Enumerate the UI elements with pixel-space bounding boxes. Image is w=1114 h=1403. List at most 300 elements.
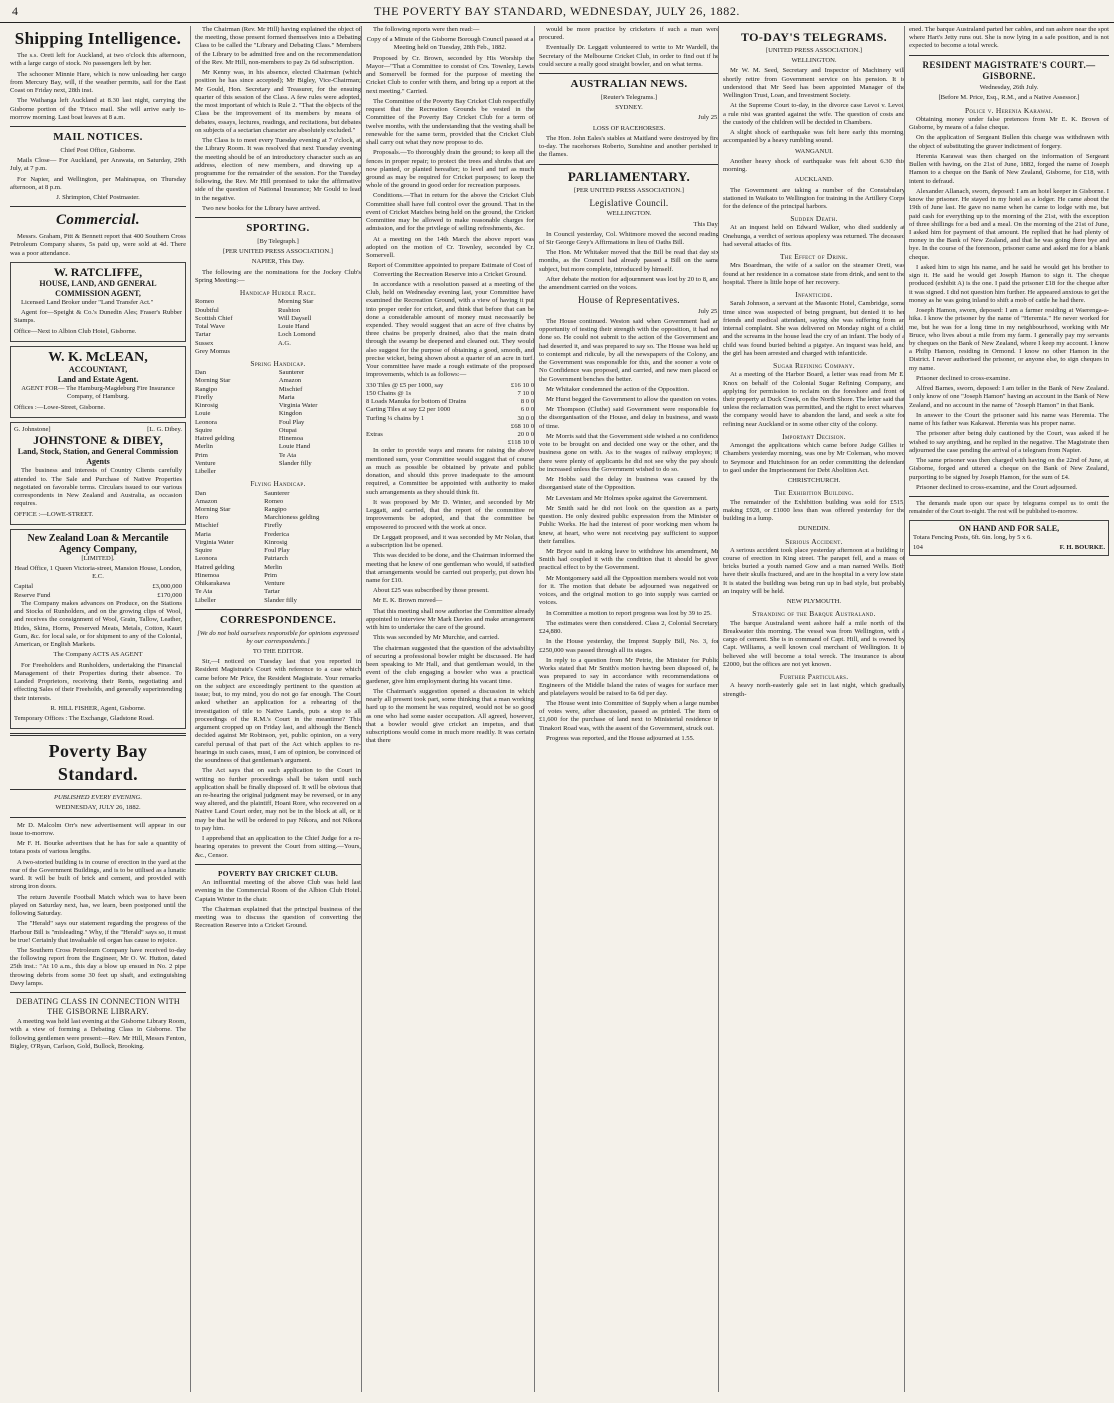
court-para-9: In answer to the Court the prisoner said his name was Heremia. The name of his father was Kakawai. Herenia was his proper name. xyxy=(909,411,1109,428)
flying-handicap-heading: Flying Handicap. xyxy=(250,479,306,489)
table-cell: Dan xyxy=(195,489,206,497)
table-cell: Mischief xyxy=(195,522,219,530)
committee-report-heading: Report of Committee appointed to prepare Estimate of Cost of Converting the Recreation Reserve into a Cricket Ground. xyxy=(367,262,533,278)
cricket-report-para-10: The Chairman's suggestion opened a discussion in which nearly all present took part, some thinking that a man working hard up to the moment he was required, would not be so good as one who had some easier occupation. All agreed, however, that a bowler would give cricket an impetus, and that subscriptions would come in much more readily. It was certain that there xyxy=(366,687,534,745)
sale-number: 104 xyxy=(913,544,923,552)
divider xyxy=(195,609,361,610)
hr-para-8: Mr Smith said he did not look on the question as a party question. He only desired public expression from the Minister of Public Works. He had the interest of poor working men whom he knew, at heart, who were not receiving pay sufficient to support their families. xyxy=(539,504,719,545)
table-cell: Louie Hand xyxy=(278,443,311,451)
sugar-refining-heading: Sugar Refining Company. xyxy=(773,361,855,371)
masthead xyxy=(0,0,1114,23)
court-para-6: Joseph Hamon, sworn, deposed: I am a farmer residing at Waerenga-a-hika. I know the prisoner by the name of "Heremia." He never worked for me, but he was for a long time in my neighbourhood, working with Mr Bruce, who lives about a mile from my farm. I generally pay my servants by cheques on the Bank of New Zealand, where I keep my account. I know a Philip Hamon, residing in Ormond. I know no other Hamon in the District. I never authorised the prisoner, or anyone else, to sign cheques in my name. xyxy=(909,307,1109,372)
shipping-para-3: The Waihanga left Auckland at 8.30 last night, carrying the Gisborne portion of the 'Frisco mail. She will arrive early to-morrow morning. Last boat leaves at 8 a.m. xyxy=(10,97,186,121)
hr-para-6: Mr Hobbs said the delay in business was caused by the disorganised state of the Opposition. xyxy=(539,476,719,492)
shipping-heading: Shipping Intelligence. xyxy=(14,29,182,48)
advert-head-office: Head Office, 1 Queen Victoria-street, Mansion House, London, E.C. xyxy=(14,565,182,581)
lc-para-2: The Hon. Mr Whitaker moved that the Bill be read that day six months, as the Council had already passed a Bill on the same subject, but more complete, introduced by himself. xyxy=(539,249,719,273)
advert-line: The business and interests of Country Clients carefully attended to. The Sale and Purchase of Native Properties negotiated on favorable terms. Circulars issued to our various correspondents in New Zealand and Australia, as occasion requires. xyxy=(14,467,182,508)
partner-left: G. Johnstone] xyxy=(14,425,51,433)
table-cell: Merlin xyxy=(264,563,283,571)
table-cell: Grey Momus xyxy=(195,347,230,355)
commercial-heading: Commercial. xyxy=(56,212,140,229)
debating-cont-1: The Chairman (Rev. Mr Hill) having explained the object of the meeting, those present formed themselves into a Debating Class to be called the "Library and Debating Class." Members of the Library to be admitted free and on the recommendation of the Rev. Mr Hill, non-members to pay 2s 6d subscription. xyxy=(195,26,361,66)
advert-line: Agent for—Speight & Co.'s Dunedin Ales; Fraser's Rubber Stamps. xyxy=(14,309,182,325)
wellington-para-1: Mr W. M. Seed, Secretary and Inspector of Machinery will shortly retire from Government service on his pension. It is understood that Mr Seed has been appointed Manager of the Wellington Trust, Loan, and Investment Society. xyxy=(723,67,905,100)
table-row xyxy=(195,547,361,555)
advert-line: HOUSE, LAND, AND GENERAL COMMISSION AGENT, xyxy=(39,278,157,298)
advert-ratcliffe xyxy=(10,262,186,342)
hr-para-11: In Committee a motion to report progress was lost by 39 to 25. xyxy=(546,609,712,617)
court-para-11: The same prisoner was then charged with having on the 22nd of June, at Gisborne, forged and uttered a cheque on the Bank of New Zealand, purporting to be signed by Joseph Hamon, for the sum of £4. xyxy=(909,457,1109,481)
table-cell: Venture xyxy=(195,459,216,467)
divider xyxy=(10,817,186,818)
table-cell: Kinrosig xyxy=(264,538,288,546)
correspondence-note: [We do not hold ourselves responsible for opinions expressed by our correspondents.] xyxy=(197,629,359,645)
table-cell: Mischief xyxy=(278,385,303,393)
table-row xyxy=(195,506,361,514)
advert-line: Offices :—Lowe-Street, Gisborne. xyxy=(14,403,106,411)
table-cell: Will Daysell xyxy=(278,314,312,322)
shipping-para-2: The schooner Minnie Hare, which is now unloading her cargo from Mercury Bay, will, if the weather permits, sail for the East Coast on Friday next, 28th inst. xyxy=(10,70,186,95)
hr-para-10: Mr Montgomery said all the Opposition members would not vote for it. The motion that debate be adjourned was negatived on voices, and the original motion to go into supply was carried on voices. xyxy=(539,574,719,607)
wellington-para-3: A slight shock of earthquake was felt here early this morning, accompanied by a heavy rumbling sound. xyxy=(723,129,905,145)
cricket-report-para-9: The chairman suggested that the question of the advisability of securing a professional bowler might be discussed. He had been speaking to Mr Hall, and that gentleman would, in the event of the club engaging a bowler who was a practical gardener, give him employment during his vacant time. xyxy=(366,644,534,685)
further-particulars-heading: Further Particulars. xyxy=(779,672,849,682)
table-row xyxy=(195,394,361,402)
debating-heading: DEBATING CLASS IN CONNECTION WITH THE GISBORNE LIBRARY. xyxy=(16,997,180,1017)
hr-para-14: In reply to a question from Mr Petrie, the Minister for Public Works stated that Mr Smith's motion having been disposed of, he was prepared to say in accordance with recommendations of Engineers of the Middle Island the rates of wages for surface men and platelayers would be raised to 6s 6d per day. xyxy=(539,656,719,697)
important-decision-heading: Important Decision. xyxy=(782,431,846,441)
napier-para: The following are the nominations for the Jockey Club's Spring Meeting:— xyxy=(195,268,361,284)
shipping-para-1: The s.s. Oreti left for Auckland, at two o'clock this afternoon, with a large cargo of stock. No passengers left by her. xyxy=(10,52,186,68)
issue-date: WEDNESDAY, JULY 26, 1882. xyxy=(55,804,141,812)
table-cell: Te Ata xyxy=(195,588,213,596)
advert-name: W. RATCLIFFE, xyxy=(53,264,143,279)
court-para-1: Obtaining money under false pretences from Mr E. K. Brown of Gisborne, by means of a false cheque. xyxy=(909,115,1109,132)
hr-para-4: Mr Thompson (Cluthe) said Government were responsible for the disorganisation of the House, and delay in business, and waste of time. xyxy=(539,406,719,430)
cricket-cont-2: Eventually Dr. Leggatt volunteered to write to Mr Wardell, the Secretary of the Melbourne Cricket Club, in order to find out if he could secure a really good straight bowler, and on what terms. xyxy=(539,44,719,68)
handicap-hurdle-heading: Handicap Hurdle Race. xyxy=(239,288,317,298)
cricket-report-para-2: It was proposed by Mr D. Winter, and seconded by Mr Leggatt, and carried, that the report of the committee re improvements be adopted, and that the committee be empowered to proceed with the work at once. xyxy=(366,498,534,531)
important-decision-para: Amongst the applications which came before Judge Gillies in Chambers yesterday morning, was one by Mr Coleman, who moved to Seymour and Hutchinson for an order committing the defendant to gaol under the Imprisonment for Debt Abolition Act. xyxy=(723,442,905,474)
table-cell xyxy=(278,348,361,356)
table-cell: Sussex xyxy=(195,339,214,347)
table-cell: 150 Chains @ 1s xyxy=(366,389,412,397)
minute-para-5: At a meeting on the 14th March the above report was adopted on the motion of Cr. Townley, seconded by Cr. Somervell. xyxy=(366,235,534,260)
table-row xyxy=(366,390,534,398)
divider xyxy=(909,55,1109,56)
table-cell: Saunterer xyxy=(264,489,290,497)
table-cell: Merlin xyxy=(195,443,213,451)
table-cell: Total Wave xyxy=(195,323,225,331)
capital-value: £3,000,000 xyxy=(152,583,182,591)
table-cell xyxy=(279,468,361,476)
table-row xyxy=(195,331,361,339)
table-cell: Tartar xyxy=(195,331,211,339)
table-row xyxy=(195,315,361,323)
serious-accident-heading: Serious Accident. xyxy=(785,536,843,546)
flying-handicap-table xyxy=(195,490,361,605)
table-cell: Hinemoa xyxy=(278,435,304,443)
sporting-heading: SPORTING. xyxy=(246,222,310,235)
court-para-10: The prisoner after being duly cautioned by the Court, was asked if he wished to say anything, and he replied in the negative. The Magistrate then adjourned the case pending the arrival of a telegram from Napier. xyxy=(909,430,1109,454)
loss-of-racehorses-para: The Hon. John Eales's stables at Maitland were destroyed by fire to-day. The racehorses Roberto, Sunshine and another perished in the flames. xyxy=(539,134,719,159)
exhibition-building-heading: The Exhibition Building. xyxy=(773,488,855,498)
table-row xyxy=(195,298,361,306)
advert-line: Licensed Land Broker under "Land Transfer Act." xyxy=(21,298,154,306)
new-plymouth-para: The barque Australand went ashore half a mile north of the Breakwater this morning. The vessel was from Wellington, with a cargo of cement. She is in command of Capt. Hill, and is owned by Capt. Williams, a well known coal merchant of Wellington. It is believed she will become a total wreck. The insurance is about £2000, but the offices are not yet known. xyxy=(723,619,905,668)
table-row xyxy=(195,452,361,460)
spring-handicap-heading: Spring Handicap. xyxy=(250,358,306,368)
table-cell: Scottish Chief xyxy=(195,314,233,322)
table-cell: Loch Lomond xyxy=(278,331,316,339)
table-cell: Rangipo xyxy=(195,385,218,393)
table-cell xyxy=(366,439,499,447)
dunedin-dateline: DUNEDIN. xyxy=(798,525,830,533)
correspondence-heading: CORRESPONDENCE. xyxy=(219,613,337,626)
hr-para-5: Mr Morris said that the Government side wished a no confidence vote to be brought on and decided one way or the other, and the business gone on with. As to the wages of railway employes; if there were plenty of applicants he did not see why the pay should be increased unless the Government wished to do so. xyxy=(539,432,719,473)
mail-notices-heading: MAIL NOTICES. xyxy=(53,131,143,144)
table-cell: Marchioness gelding xyxy=(264,514,320,522)
table-cell: Hatred gelding xyxy=(195,563,235,571)
table-cell: A.G. xyxy=(278,339,291,347)
advert-signature: R. HILL FISHER, Agent, Gisborne. xyxy=(50,704,146,712)
table-row xyxy=(195,435,361,443)
sudden-death-heading: Sudden Death. xyxy=(790,214,838,224)
paper-title: Poverty Bay Standard. xyxy=(48,741,148,784)
table-cell: Maria xyxy=(195,530,211,538)
table-cell: Doubtful xyxy=(195,306,219,314)
table-cell: Firefly xyxy=(195,393,213,401)
column-3 xyxy=(361,26,534,1392)
effect-of-drink-heading: The Effect of Drink. xyxy=(779,252,849,262)
court-para-5: I asked him to sign his name, and he said he would get his brother to sign it. He said he would get Joseph Hamon to sign it. The cheque produced (exhibit A) is the one. I paid the prisoner £18 for the cheque after it was signed. I did not question him further. He appeared anxious to get the money as he was going inland to shift a mob of cattle he had there. xyxy=(909,263,1109,304)
correspondence-para-2: The Act says that on such application to the Court in writing no further proceedings shall be taken until such application shall be finally disposed of. It will be obvious that an re-hearing the original judgment may be reversed, or in any way altered, and the plaintiff, Hoani Rore, who recovered on a Native Land Court order, may not be in the block at all, or it may be that he will be ordered to pay Nikora, and not Nikora to pay him. xyxy=(195,767,361,832)
lc-day: This Day. xyxy=(693,220,719,228)
sale-footer xyxy=(913,544,1105,552)
table-cell: Morning Star xyxy=(195,505,231,513)
table-row xyxy=(366,398,534,406)
table-cell: Firefly xyxy=(264,522,283,530)
hr-para-7: Mr Levestam and Mr Holmes spoke against the Government. xyxy=(546,494,708,502)
legislative-council-heading: Legislative Council. xyxy=(589,198,669,209)
advert-totara-posts xyxy=(909,520,1109,556)
hr-para-16: Progress was reported, and the House adjourned at 1.55. xyxy=(546,734,695,742)
cricket-para-2: The Chairman explained that the principal business of the meeting was to discuss the question of converting the Recreation Reserve into a Cricket Ground. xyxy=(195,905,361,930)
mail-para-1: Mails Close— For Auckland, per Arawata, on Saturday, 29th July, at 7 p.m. xyxy=(10,157,186,173)
table-row xyxy=(195,498,361,506)
advert-line: OFFICE :—LOWE-STREET. xyxy=(14,510,94,518)
sydney-dateline: SYDNEY. xyxy=(615,104,643,112)
table-cell: Virginia Water xyxy=(195,538,234,546)
lc-place: WELLINGTON. xyxy=(606,210,652,218)
advert-limited: [LIMITED]. xyxy=(81,554,115,562)
by-telegraph: [By Telegraph.] xyxy=(257,237,299,245)
advert-johnstone-dibey xyxy=(10,422,186,525)
local-para-1: Mr D. Malcolm Orr's new advertisement will appear in our issue to-morrow. xyxy=(10,821,186,837)
hr-date: July 25. xyxy=(698,307,719,315)
local-para-4: The return Juvenile Football Match which was to have been played on Saturday next, has, we learn, been postponed until the following Saturday. xyxy=(10,893,186,918)
sudden-death-para: At an inquest held on Edward Walker, who died suddenly at Onehunga, a verdict of serious apoplexy was returned. The deceased had several attacks of fits. xyxy=(723,224,905,248)
table-row xyxy=(366,382,534,390)
wellington-dateline: WELLINGTON. xyxy=(791,57,837,65)
lc-para-1: In Council yesterday, Col. Whitmore moved the second reading of Sir George Grey's Affirmations in lieu of Oaths Bill. xyxy=(539,230,719,246)
cricket-report-para-3: Dr Leggatt proposed, and it was seconded by Mr Nolan, that a subscription list be opened. xyxy=(366,533,534,550)
capital-label: Capital xyxy=(14,583,34,591)
table-cell: 20 0 0 xyxy=(517,431,534,439)
table-row xyxy=(195,307,361,315)
christchurch-para: The remainder of the Exhibition building was sold for £515, making £928, or £1000 less than was offered yesterday for the building in a lump. xyxy=(723,498,905,523)
table-cell: 30 0 0 xyxy=(517,414,534,422)
table-cell: Amazon xyxy=(278,377,302,385)
napier-dateline: NAPIER, This Day. xyxy=(251,258,305,266)
table-row xyxy=(195,564,361,572)
table-row xyxy=(195,555,361,563)
hr-para-9: Mr Bryce said in asking leave to withdraw his amendment, Mr Smith had coupled it with the condition that it should be given practical effect to by the Government. xyxy=(539,547,719,572)
table-cell: Foul Play xyxy=(264,547,290,555)
table-row xyxy=(195,386,361,394)
table-row xyxy=(195,443,361,451)
advert-line: Land, Stock, Station, and General Commission Agents xyxy=(17,447,179,467)
court-para-12: Prisoner declined to cross-examine, and the Court adjourned. xyxy=(916,483,1078,491)
table-cell: Virginia Water xyxy=(278,402,318,410)
dunedin-para: A serious accident took place yesterday afternoon at a building in course of erection in King street. The parapet fell, and a mass of bricks buried a youth named Gow and a man named Wells. Both have their skulls fractured, and are in the hospital in a very low state. It is stated the building was being run up in bad style, but probably an inquiry will be held. xyxy=(723,546,905,595)
sugar-refining-para: At a meeting of the Harbor Board, a letter was read from Mr E. Knox on behalf of the Colonial Sugar Refining Company, and applying for permission to reclaim on the foreshore and front of their property at Duck Creek, on the North Shore. The letter said that unless the reclamation was permitted, and the right to erect wharves, the company would have to abandon the land, and seek a site for refining near Auckland or in some other city of the colony. xyxy=(723,371,905,428)
minute-para-1: Proposed by Cr. Brown, seconded by His Worship the Mayor—"That a Committee to consist of Crs. Townley, Lewis and Somervell be formed for the purpose of meeting the Cricket Club to confer with them, and bring up a report at the next meeting." Carried. xyxy=(366,54,534,95)
table-cell: Extras xyxy=(366,431,383,439)
divider xyxy=(10,206,186,207)
local-para-3: A two-storied building is in course of erection in the yard at the rear of the Government Buildings, and is to be utilised as a lunatic ward. It will be built of brick and cement, and provided with strong iron doors. xyxy=(10,858,186,891)
advert-name: W. K. McLEAN, xyxy=(48,349,148,365)
table-row xyxy=(195,490,361,498)
advert-line: ACCOUNTANT, xyxy=(68,365,128,375)
cricket-report-para-5: About £25 was subscribed by those present. xyxy=(373,587,489,595)
reports-intro: The following reports were then read:— xyxy=(373,26,480,33)
debating-para: A meeting was held last evening at the Gisborne Library Room, with a view of forming a Debating Class in Gisborne. The following gentlemen were present:—Rev. Mr Hill, Messrs Fenton, Bigley, O'Ryan, Carlson, Gold, Bullock, Brooking. xyxy=(10,1018,186,1050)
divider xyxy=(10,733,186,736)
reserve-label: Reserve Fund xyxy=(14,591,51,599)
court-para-7: Prisoner declined to cross-examine. xyxy=(916,374,1011,382)
table-cell: Foul Play xyxy=(278,418,305,426)
table-cell: Otupai xyxy=(278,426,297,434)
divider xyxy=(10,789,186,790)
spring-handicap-table xyxy=(195,369,361,476)
wellington-para-2: At the Supreme Court to-day, in the divorce case Levoi v. Levoi, a rule nisi was granted against the wife. The question of costs and the custody of the children will be decided in Chambers. xyxy=(723,102,905,126)
table-row xyxy=(195,348,361,356)
mail-office: Chief Post Office, Gisborne. xyxy=(60,146,136,154)
press-association: [PER UNITED PRESS ASSOCIATION.] xyxy=(223,248,333,256)
hr-para-2: Mr Whitaker condemned the action of the Opposition. xyxy=(546,385,690,393)
table-row xyxy=(195,580,361,588)
table-row xyxy=(366,431,534,439)
rm-court-heading: RESIDENT MAGISTRATE'S COURT.—GISBORNE. xyxy=(922,59,1096,81)
table-cell: Slander filly xyxy=(264,596,297,604)
table-cell: Hinemoa xyxy=(195,571,220,579)
table-row xyxy=(366,406,534,414)
press-association: [PER UNITED PRESS ASSOCIATION.] xyxy=(574,186,684,194)
cricket-cont-1: would be more practice by cricketers if such a man were procured. xyxy=(539,26,719,42)
table-cell: Libeller xyxy=(195,468,216,476)
column-2 xyxy=(190,26,361,1392)
table-cell: Leonora xyxy=(195,555,217,563)
table-row xyxy=(195,531,361,539)
advert-line: AGENT FOR— The Hamburg-Magdeburg Fire Insurance Company, of Hamburg. xyxy=(21,385,175,401)
new-plymouth-dateline: NEW PLYMOUTH. xyxy=(786,598,842,606)
infanticide-heading: Infanticide. xyxy=(795,290,833,300)
parliamentary-heading: PARLIAMENTARY. xyxy=(567,168,691,184)
divider xyxy=(10,126,186,127)
hr-para-3: Mr Hurst begged the Government to allow the question on votes. xyxy=(546,396,718,403)
column-5 xyxy=(718,26,905,1392)
table-cell: Hero xyxy=(195,514,209,522)
local-para-5: The "Herald" says our statement regarding the progress of the Harbour Bill is "misleading." Why, if the "Herald" says so, it must be true! Certainly that invaluable oil organ has cause to rejoice. xyxy=(10,920,186,944)
minute-para-3: Proposals.—To thoroughly drain the ground; to keep all the fences in proper repair; to protect the trees and shrubs that are now planted, or planted hereafter; to level and turf as much ground as may be required for Cricket purposes; to keep the whole of the ground in good order for recreation purposes. xyxy=(366,149,534,190)
table-cell: Rangipo xyxy=(264,505,287,513)
table-row xyxy=(366,415,534,423)
minute-para-4: Conditions.—That in return for the above the Cricket Club Committee shall have full control over the ground. That in the event of Cricket Matches being held on the ground, the Cricket Committee may be allowed to make reasonable charges for admission, and for the privilege of selling refreshments, &c. xyxy=(366,192,534,233)
masthead-title: THE POVERTY BAY STANDARD, WEDNESDAY, JULY 26, 1882. xyxy=(373,4,741,18)
cricket-report-para-7: That this meeting shall now authorise the Committee already appointed to interview Mr Mark Davies and make arrangement with him to undertake the care of the ground. xyxy=(366,607,534,632)
sale-heading: ON HAND AND FOR SALE, xyxy=(958,524,1060,533)
table-cell: Romeo xyxy=(264,497,284,505)
column-4 xyxy=(534,26,719,1392)
table-cell: Venture xyxy=(264,580,285,588)
column-1 xyxy=(10,26,186,1392)
table-cell: Louie Hand xyxy=(278,323,310,331)
cricket-report-para-6: Mr E. K. Brown moved— xyxy=(373,597,443,605)
correspondence-para-3: I apprehend that an application to the Chief Judge for a re-hearing operates to prevent the Court from sitting.—Yours, &c., Censor. xyxy=(195,835,361,859)
debating-cont-3: The Class is to meet every Tuesday evening at 7 o'clock, at the Library Room. It was resolved that next Tuesday evening the meeting should be of an introductory character such as an address, election of new members, and drawing up a programme for the remainder of the session. For the Tuesday following, the Rev. Mr Hill promised to take the affirmative side of the question of National Insurance; Mr Gould to lead in the negative. xyxy=(195,137,361,202)
table-cell: Slander filly xyxy=(278,459,312,467)
australian-news-heading: AUSTRALIAN NEWS. xyxy=(570,78,688,91)
advert-line: Office—Next to Albion Club Hotel, Gisborne. xyxy=(14,327,137,335)
table-row xyxy=(195,402,361,410)
advert-agent-title: The Company ACTS AS AGENT xyxy=(53,651,143,659)
police-case-heading: Police v. Herenia Karawai. xyxy=(964,105,1054,115)
table-cell: £118 10 0 xyxy=(507,439,534,447)
cricket-report-para-1: In order to provide ways and means for raising the above mentioned sum, your Committee would suggest that of course as much as possible be obtained by private and public donation, and should this prove inadequate to the amount required, a Committee be appointed with authority to make such arrangements as they should think fit. xyxy=(366,447,534,496)
table-cell xyxy=(366,423,499,431)
press-association: [UNITED PRESS ASSOCIATION.] xyxy=(765,47,863,54)
hr-para-1: The House continued. Weston said when Government had an opportunity of testing their strength with the opposition, it had not done so. He could not submit to the action of the Government and had deserted it, and was prepared to say so. The House was held up to contempt and ridicule, by all the newspapers of the Colony, and the Government was responsible for this, and the sooner a vote of No Confidence was proposed, and carried, and new men placed on the Government benches the better. xyxy=(539,317,719,383)
table-cell: Romeo xyxy=(195,298,215,306)
wanganui-para: Another heavy shock of earthquake was felt about 6.30 this morning. xyxy=(723,157,905,174)
table-cell: Te Ata xyxy=(278,451,297,459)
cricket-club-heading: POVERTY BAY CRICKET CLUB. xyxy=(217,868,339,878)
table-row xyxy=(366,423,534,431)
minute-para-2: The Committee of the Poverty Bay Cricket Club respectfully request that the Recreation Grounds be vested in the Committee of the Poverty Bay Cricket Club for a term of twelve months, with the understanding that the vesting shall be renewable for the same term, provided that the Cricket Club shall carry out what they now propose to do. xyxy=(366,97,534,147)
advert-line: Land and Estate Agent. xyxy=(57,375,139,385)
hr-para-13: In the House yesterday, the Imprest Supply Bill, No. 3, for £250,000 was passed through all its stages. xyxy=(539,638,719,654)
infanticide-para: Sarah Johnson, a servant at the Masonic Hotel, Cambridge, some time since was suspected of being pregnant, but denied it to her friends and medical attendant, saying she was suffering from an internal complaint. She was delivered on Monday night of a child, and the screams in the house lead the cry of an infant. The body of a child was found buried behind a pigstye. An inquest was held, and the girl has been arrested and charged with infanticide. xyxy=(723,300,905,357)
advert-agent-body: For Freeholders and Runholders, undertaking the Financial Management of their Properties during their absence. To Landed Proprietors, receiving their Rents, negotiating and effecting Sales of their Freeholds, and generally superintending their interests. xyxy=(14,661,182,702)
table-row xyxy=(195,419,361,427)
table-row xyxy=(195,460,361,468)
reserve-value: £170,000 xyxy=(157,591,182,599)
divider xyxy=(195,217,361,218)
table-row xyxy=(195,539,361,547)
table-cell: £16 10 0 xyxy=(510,381,534,389)
house-of-reps-heading: House of Representatives. xyxy=(578,295,680,306)
table-cell: 6 0 0 xyxy=(520,406,534,414)
advert-name: JOHNSTONE & DIBEY, xyxy=(33,433,163,448)
local-para-6: The Southern Cross Petroleum Company have received to-day the following report from the Engineer, Mr O. W. Hutton, dated 25th inst.: "At 10 a.m., this day a blow up ensued in No. 2 pipe throwing debris from some 30 feet up shaft, and extinguishing Davy lamps. xyxy=(10,946,186,987)
table-cell: Maria xyxy=(278,393,295,401)
table-row xyxy=(195,377,361,385)
court-para-4: Alexander Allanach, sworn, deposed: I am an hotel keeper in Gisborne. I know the prisoner. He stayed in my hotel as a lodger. He came about the 19th of June last. He gave no name when he came to lodge with me, but paid cash for everything up to the morning of the 21st, with the exception of three shillings for a bed and a meal. On the morning of the 21st of June, I asked him for payment of that amount. He replied that he had plenty of money in the Bank of New Zealand, and that he was going there bye and bye. In the course of the forenoon, prisoner came and asked me for a blank cheque. xyxy=(909,187,1109,261)
table-cell: 330 Tiles @ £5 per 1000, say xyxy=(366,381,444,389)
rm-court-date: Wednesday, 26th July. xyxy=(979,84,1039,92)
space-footnote: The demands made upon our space by telegrams compel us to omit the remainder of the Court to-night. The rest will be published to-morrow. xyxy=(909,501,1109,515)
handicap-hurdle-table xyxy=(195,298,361,356)
cricket-para-1: An influential meeting of the above Club was held last evening in the Commercial Room of the Albion Club Hotel. Captain Winter in the chair. xyxy=(195,879,361,903)
table-cell: Saunterer xyxy=(278,369,305,377)
divider xyxy=(10,992,186,993)
table-cell: Leonora xyxy=(195,418,217,426)
debating-cont-4: Two new books for the Library have arrived. xyxy=(202,204,321,212)
table-cell: Prim xyxy=(195,451,208,459)
table-cell: Prim xyxy=(264,571,277,579)
table-cell: Kinrosig xyxy=(195,402,219,410)
christchurch-dateline: CHRISTCHURCH. xyxy=(787,477,841,485)
advert-temp-offices: Temporary Offices : The Exchange, Gladstone Road. xyxy=(14,715,154,722)
advert-mclean xyxy=(10,346,186,418)
mail-signature: J. Shrimpton, Chief Postmaster. xyxy=(56,194,140,202)
cricket-report-para-4: This was decided to be done, and the Chairman informed the meeting that he knew of one gentleman who would, if satisfied that arrangements would be carried out properly, put down his name for £10. xyxy=(366,552,534,584)
column-6 xyxy=(904,26,1109,1392)
advert-body: The Company makes advances on Produce, on the Stations and Stocks of Runholders, and on the growing clips of Wool, and receives the consignment of Wool, Grain, Tallow, Leather, Hides, Skins, Horns, Preserved Meats, Metals, Cotton, Kauri Gum, &c. for local sale, or for shipment to any of the Colonial, American, or English Markets. xyxy=(14,599,182,649)
table-cell: £68 10 0 xyxy=(510,422,534,430)
table-cell: Carting Tiles at say £2 per 1000 xyxy=(366,406,451,414)
cost-estimate-table xyxy=(366,382,534,448)
sale-body: Totara Fencing Posts, 6ft. 6in. long, by 5 x 6. xyxy=(913,534,1032,541)
court-para-3: Herenia Karawai was then charged on the information of Sergeant Bullen with having, on the 21st of June, 1882, forged the name of Joseph Hamon to a cheque on the Bank of New Zealand, Gisborne, for £18, with intent to defraud. xyxy=(909,152,1109,185)
table-row xyxy=(195,588,361,596)
table-row xyxy=(195,572,361,580)
rm-court-before: [Before M. Price, Esq., R.M., and a Native Assessor.] xyxy=(938,94,1080,102)
divider xyxy=(909,496,1109,497)
sydney-date: July 25. xyxy=(698,114,719,122)
lc-para-3: After debate the motion for adjournment was lost by 20 to 8, and the amendment carried on the voices. xyxy=(539,275,719,292)
cricket-report-para-8: This was seconded by Mr Murchie, and carried. xyxy=(373,634,500,642)
published-every-evening: PUBLISHED EVERY EVENING. xyxy=(54,794,142,802)
table-cell: Morning Star xyxy=(278,298,314,306)
table-row xyxy=(195,369,361,377)
commercial-para: Messrs. Graham, Pitt & Bennett report that 400 Southern Cross Petroleum Company shares, 5s paid up, were sold at 4d. There was a poor attendance. xyxy=(10,233,186,257)
table-cell: Louie xyxy=(195,410,211,418)
further-particulars-para: A heavy north-easterly gale set in last night, which gradually strength- xyxy=(723,682,905,698)
table-row xyxy=(195,427,361,435)
table-cell: Dan xyxy=(195,369,206,377)
effect-of-drink-para: Mrs Boardman, the wife of a sailor on the steamer Oreti, was found at her residence in a comatose state from drink, and sent to the hospital. There is little hope of her recovery. xyxy=(723,262,905,286)
table-cell: Tartar xyxy=(264,588,280,596)
auckland-dateline: AUCKLAND. xyxy=(794,176,834,184)
table-cell: Patriarch xyxy=(264,555,288,563)
divider xyxy=(539,73,719,74)
hr-para-15: The House went into Committee of Supply when a large number of votes were, after discussion, passed as printed. The item of £1,600 for the purchase of land next to Ministerial residence in Tinakori Road was, with the assent of the Government, struck out. xyxy=(539,699,719,732)
loss-of-racehorses-heading: LOSS OF RACEHORSES. xyxy=(592,124,666,132)
table-cell: Squire xyxy=(195,547,213,555)
court-para-2: On the application of Sergeant Bullen this charge was withdrawn with the object of substituting the graver indictment of forgery. xyxy=(909,134,1109,150)
table-row xyxy=(195,514,361,522)
table-cell: Amazon xyxy=(195,497,218,505)
table-cell: Squire xyxy=(195,426,213,434)
barque-cont-para: ened. The barque Australand parted her cables, and ran ashore near the spot where Hart's Jetty runs out. She is now lying in a safe position, and is not expected to become a total wreck. xyxy=(909,26,1109,50)
debating-cont-2: Mr Kenny was, in his absence, elected Chairman (which position he has since accepted); Mr Bigley, Vice-Chairman; Mr Gould, Hon. Secretary and Treasurer, for the ensuing quarter of this session of the Class. A few rules were adopted, the most important of which is Rule 2. "That the objects of the Class be the improvement of its members by means of debates, essays, lectures, readings, and recitations, but debates on subjects of a sectarian character are absolutely excluded." xyxy=(195,69,361,134)
local-para-2: Mr F. H. Bourke advertises that he has for sale a quantity of totara posts of various lengths. xyxy=(10,840,186,856)
table-cell: Rushton xyxy=(278,306,300,314)
court-para-8: Alfred Barnes, sworn, deposed: I am teller in the Bank of New Zealand. I only know of one "Joseph Hamon" having an account in the Bank of New Zealand, and no account in the name of "Joseph Hamon" in that Bank. xyxy=(909,385,1109,409)
